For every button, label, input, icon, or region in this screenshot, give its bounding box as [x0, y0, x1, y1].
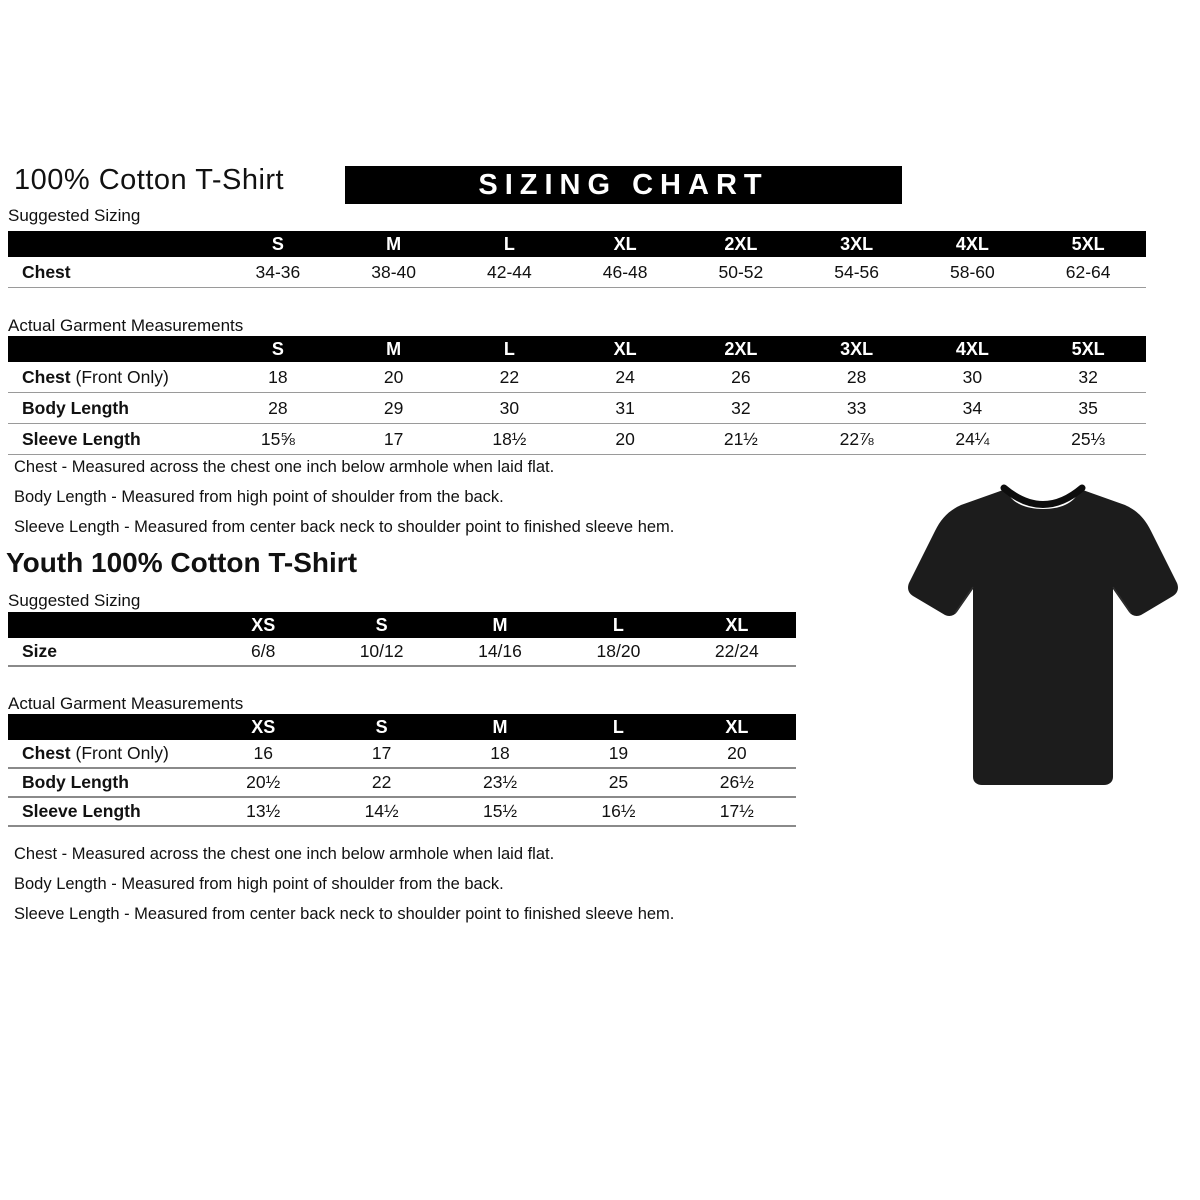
youth-section-title: Youth 100% Cotton T-Shirt	[6, 547, 358, 578]
table-row	[8, 257, 1146, 288]
table-cell: 23½	[482, 772, 518, 792]
table-cell: 33	[846, 397, 867, 418]
row-label-suffix: (Front Only)	[70, 743, 169, 763]
table-cell: 38-40	[371, 261, 416, 282]
column-header: 3XL	[840, 233, 874, 254]
column-header: L	[503, 338, 515, 359]
table-cell: 18	[490, 743, 510, 763]
column-header: S	[375, 614, 388, 635]
table-cell: 26½	[719, 772, 754, 792]
column-header: 4XL	[955, 233, 989, 254]
row-label-cell	[8, 743, 204, 764]
row-label: Body Length	[22, 397, 129, 418]
column-header: L	[612, 716, 624, 737]
column-header: S	[375, 716, 388, 737]
column-header: L	[612, 614, 624, 635]
table-cell: 22	[499, 366, 520, 387]
sizing-chart-banner-text: SIZING CHART	[478, 168, 769, 201]
tshirt-image	[893, 466, 1193, 818]
adult-suggested-sizing-label: Suggested Sizing	[8, 206, 141, 225]
note-line: Body Length - Measured from high point of shoulder from the back.	[14, 488, 504, 506]
table-cell: 30	[499, 397, 520, 418]
adult-suggested-table	[8, 231, 1146, 288]
table-cell: 20	[383, 366, 404, 387]
table-cell: 15⅝	[260, 428, 295, 449]
table-cell: 24	[615, 366, 635, 387]
table-row	[8, 638, 796, 667]
column-header: XS	[251, 614, 276, 635]
table-cell: 17½	[719, 801, 754, 821]
column-header: M	[492, 614, 508, 635]
table-cell: 31	[615, 397, 635, 418]
table-row	[8, 424, 1146, 455]
row-label: Chest	[22, 366, 71, 387]
row-label-cell	[8, 367, 220, 388]
table-cell: 17	[383, 428, 404, 449]
youth-measurement-notes	[14, 845, 674, 935]
column-header: XS	[251, 716, 276, 737]
table-row	[8, 769, 796, 798]
column-header: 5XL	[1071, 338, 1105, 359]
table-cell: 16½	[601, 801, 636, 821]
table-cell: 18½	[492, 428, 527, 449]
table-cell: 20	[615, 428, 635, 449]
adult-measurement-notes	[14, 458, 674, 548]
table-cell: 50-52	[718, 261, 764, 282]
youth-actual-measurements-label: Actual Garment Measurements	[8, 694, 244, 713]
column-header: S	[271, 338, 284, 359]
column-header: M	[492, 716, 508, 737]
table-cell: 26	[731, 366, 751, 387]
column-header: M	[386, 233, 402, 254]
note-line: Body Length - Measured from high point of shoulder from the back.	[14, 875, 504, 893]
table-cell: 30	[962, 366, 983, 387]
youth-actual-table	[8, 714, 796, 827]
youth-suggested-sizing-label: Suggested Sizing	[8, 591, 141, 610]
table-cell: 24¼	[955, 428, 990, 449]
row-label-cell	[8, 641, 204, 662]
table-cell: 14½	[364, 801, 399, 821]
note-line: Sleeve Length - Measured from center back neck to shoulder point to finished sleeve hem.	[14, 518, 675, 536]
column-header: 4XL	[955, 338, 989, 359]
table-cell: 16	[253, 743, 273, 763]
table-cell: 42-44	[486, 261, 532, 282]
adult-actual-table	[8, 336, 1146, 455]
row-label-cell	[8, 262, 220, 283]
adult-actual-measurements-label: Actual Garment Measurements	[8, 316, 244, 335]
table-cell: 13½	[246, 801, 281, 821]
table-cell: 28	[846, 366, 867, 387]
row-label: Body Length	[22, 772, 129, 792]
column-header: M	[386, 338, 402, 359]
column-header: L	[503, 233, 515, 254]
table-cell: 54-56	[834, 261, 879, 282]
note-line: Sleeve Length - Measured from center back neck to shoulder point to finished sleeve hem.	[14, 905, 675, 923]
row-label: Sleeve Length	[22, 428, 141, 449]
note-line: Chest - Measured across the chest one inch below armhole when laid flat.	[14, 458, 555, 476]
table-row	[8, 798, 796, 827]
column-header: 3XL	[840, 338, 874, 359]
row-label: Chest	[22, 743, 71, 763]
row-label: Size	[22, 641, 58, 661]
table-cell: 25⅓	[1071, 428, 1106, 449]
column-header: XL	[725, 716, 749, 737]
table-cell: 20	[727, 743, 747, 763]
table-header-row	[8, 612, 796, 638]
table-cell: 46-48	[602, 261, 648, 282]
youth-suggested-table	[8, 612, 796, 667]
table-cell: 22⅞	[839, 428, 874, 449]
table-header-row	[8, 231, 1146, 257]
table-cell: 29	[383, 397, 404, 418]
column-header: XL	[613, 338, 637, 359]
table-cell: 22/24	[714, 641, 759, 661]
row-label-cell	[8, 429, 220, 450]
table-cell: 6/8	[251, 641, 276, 661]
row-label-cell	[8, 398, 220, 419]
table-cell: 34	[962, 397, 983, 418]
table-cell: 19	[608, 743, 629, 763]
table-cell: 32	[1078, 366, 1098, 387]
table-cell: 10/12	[359, 641, 404, 661]
row-label-suffix: (Front Only)	[70, 366, 169, 387]
table-header-row	[8, 336, 1146, 362]
table-row	[8, 362, 1146, 393]
row-label-cell	[8, 772, 204, 793]
table-cell: 35	[1078, 397, 1098, 418]
tshirt-body	[908, 489, 1178, 785]
row-label-cell	[8, 801, 204, 822]
table-cell: 34-36	[255, 261, 301, 282]
table-row	[8, 393, 1146, 424]
table-cell: 58-60	[949, 261, 995, 282]
table-cell: 14/16	[478, 641, 522, 661]
table-header-row	[8, 714, 796, 740]
row-label: Sleeve Length	[22, 801, 141, 821]
row-label: Chest	[22, 261, 71, 282]
table-cell: 21½	[723, 428, 758, 449]
page-title: 100% Cotton T-Shirt	[14, 164, 285, 196]
column-header: XL	[613, 233, 637, 254]
column-header: 2XL	[724, 338, 758, 359]
table-cell: 17	[371, 743, 392, 763]
table-cell: 25	[608, 772, 629, 792]
table-cell: 28	[268, 397, 288, 418]
table-row	[8, 740, 796, 769]
table-cell: 22	[371, 772, 392, 792]
table-cell: 32	[731, 397, 751, 418]
tshirt-graphic	[893, 466, 1193, 818]
column-header: S	[271, 233, 284, 254]
table-cell: 20½	[246, 772, 281, 792]
sizing-chart-banner	[345, 166, 902, 204]
column-header: 5XL	[1071, 233, 1105, 254]
note-line: Chest - Measured across the chest one inch below armhole when laid flat.	[14, 845, 555, 863]
table-cell: 15½	[482, 801, 518, 821]
table-cell: 62-64	[1065, 261, 1111, 282]
table-cell: 18/20	[596, 641, 641, 661]
table-cell: 18	[268, 366, 288, 387]
column-header: XL	[725, 614, 749, 635]
column-header: 2XL	[724, 233, 758, 254]
